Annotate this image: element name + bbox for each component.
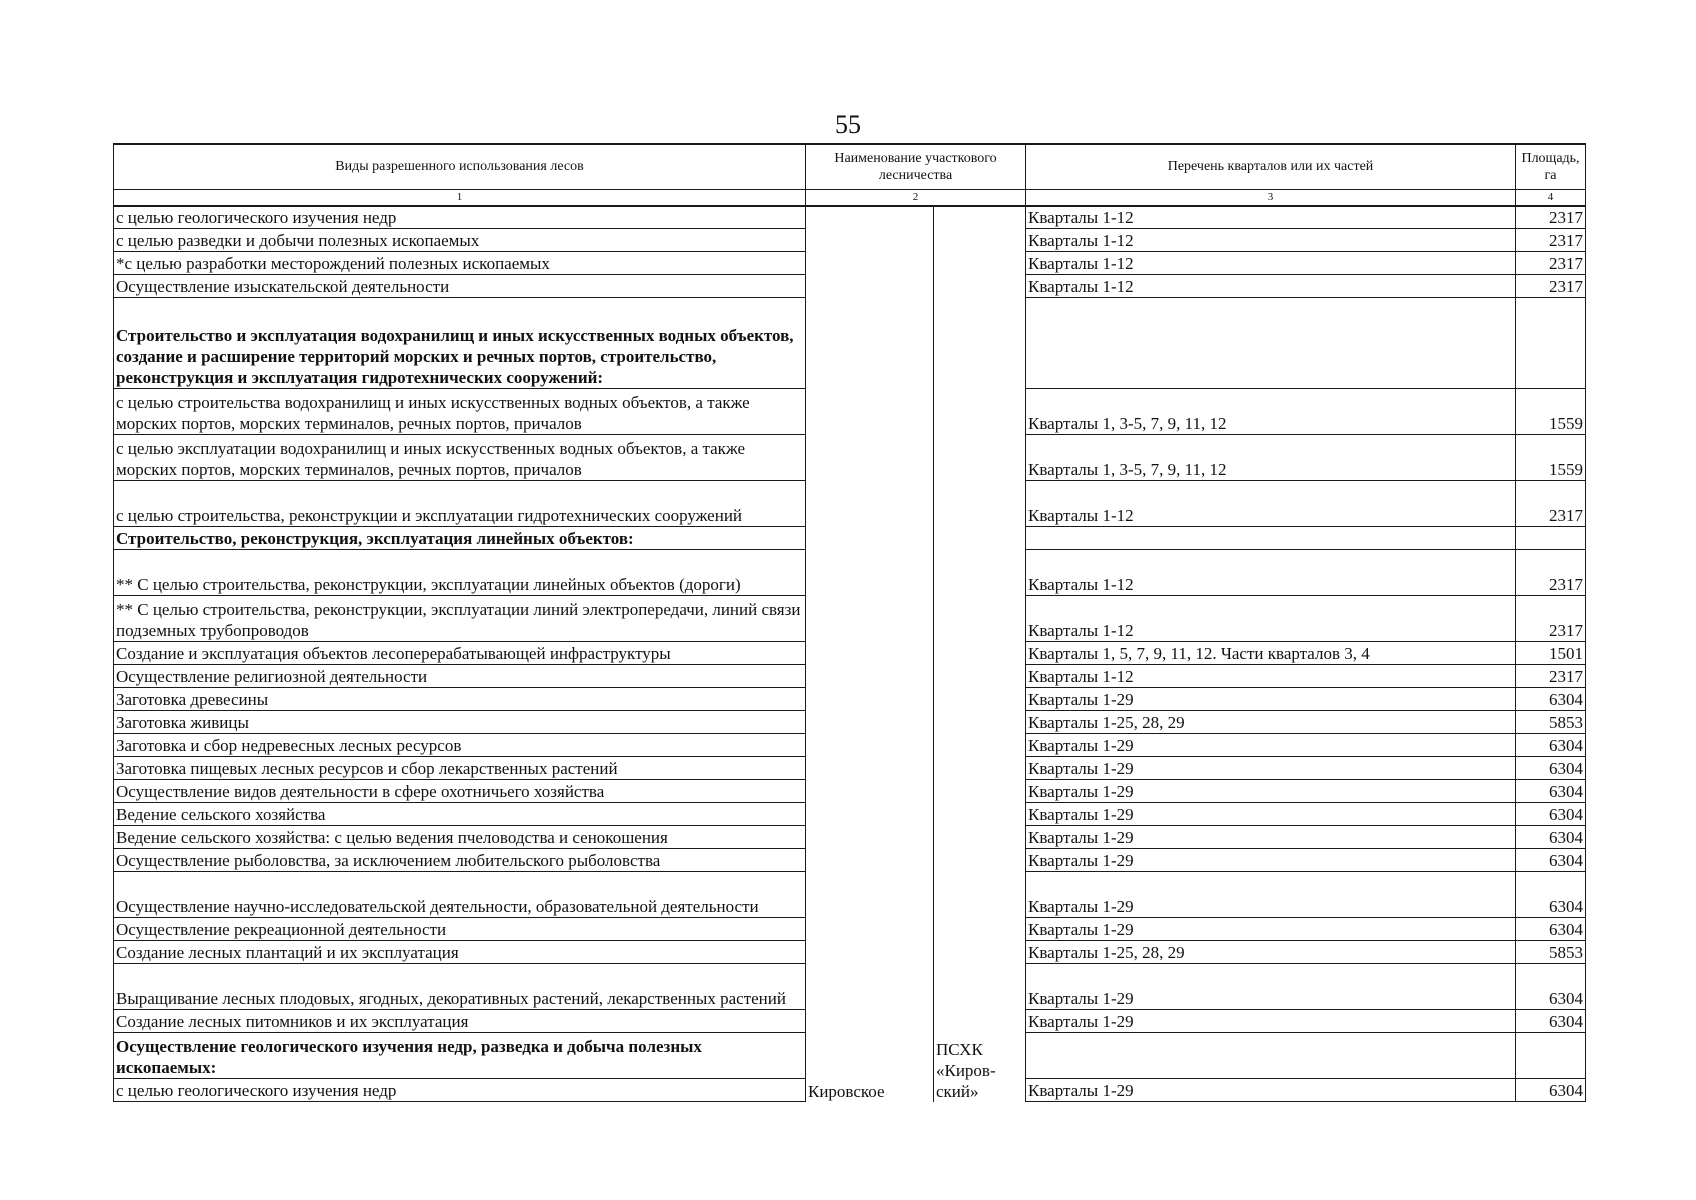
quarters-cell: Кварталы 1-12 bbox=[1026, 596, 1516, 642]
use-kind-cell: Заготовка живицы bbox=[114, 711, 806, 734]
area-cell: 6304 bbox=[1516, 780, 1586, 803]
use-kind-cell: Создание лесных плантаций и их эксплуатация bbox=[114, 941, 806, 964]
area-cell: 6304 bbox=[1516, 826, 1586, 849]
area-cell bbox=[1516, 298, 1586, 389]
use-kind-cell: с целью строительства водохранилищ и иных искусственных водных объектов, а также морских портов, морских терминалов, речных портов, причалов bbox=[114, 389, 806, 435]
area-cell: 6304 bbox=[1516, 734, 1586, 757]
area-cell: 1559 bbox=[1516, 435, 1586, 481]
column-number: 4 bbox=[1516, 189, 1586, 206]
use-kind-cell: с целью строительства, реконструкции и эксплуатации гидротехнических сооружений bbox=[114, 481, 806, 527]
column-number: 2 bbox=[806, 189, 1026, 206]
use-kind-cell: ** С целью строительства, реконструкции, эксплуатации линий электропередачи, линий связи подземных трубопроводов bbox=[114, 596, 806, 642]
area-cell: 6304 bbox=[1516, 1010, 1586, 1033]
use-kind-cell: Ведение сельского хозяйства: с целью ведения пчеловодства и сенокошения bbox=[114, 826, 806, 849]
quarters-cell: Кварталы 1-12 bbox=[1026, 665, 1516, 688]
area-cell: 2317 bbox=[1516, 229, 1586, 252]
page-number: 55 bbox=[835, 110, 861, 139]
quarters-cell: Кварталы 1-12 bbox=[1026, 206, 1516, 229]
use-kind-cell: *с целью разработки месторождений полезных ископаемых bbox=[114, 252, 806, 275]
use-kind-cell: Ведение сельского хозяйства bbox=[114, 803, 806, 826]
quarters-cell: Кварталы 1-29 bbox=[1026, 734, 1516, 757]
use-kind-cell: Заготовка и сбор недревесных лесных ресурсов bbox=[114, 734, 806, 757]
area-cell: 2317 bbox=[1516, 481, 1586, 527]
header-forestry: Наименование участкового лесничества bbox=[806, 144, 1026, 189]
quarters-cell: Кварталы 1-12 bbox=[1026, 252, 1516, 275]
use-kind-cell: Осуществление видов деятельности в сфере охотничьего хозяйства bbox=[114, 780, 806, 803]
area-cell: 2317 bbox=[1516, 206, 1586, 229]
quarters-cell: Кварталы 1, 3-5, 7, 9, 11, 12 bbox=[1026, 389, 1516, 435]
use-kind-cell: ** С целью строительства, реконструкции, эксплуатации линейных объектов (дороги) bbox=[114, 550, 806, 596]
quarters-cell bbox=[1026, 527, 1516, 550]
use-kind-cell: Осуществление геологического изучения недр, разведка и добыча полезных ископаемых: bbox=[114, 1033, 806, 1079]
quarters-cell: Кварталы 1-29 bbox=[1026, 964, 1516, 1010]
use-kind-cell: с целью эксплуатации водохранилищ и иных искусственных водных объектов, а также морских портов, морских терминалов, речных портов, причалов bbox=[114, 435, 806, 481]
use-kind-cell: Создание и эксплуатация объектов лесоперерабатывающей инфраструктуры bbox=[114, 642, 806, 665]
quarters-cell: Кварталы 1-29 bbox=[1026, 1079, 1516, 1102]
use-kind-cell: Создание лесных питомников и их эксплуатация bbox=[114, 1010, 806, 1033]
quarters-cell: Кварталы 1, 3-5, 7, 9, 11, 12 bbox=[1026, 435, 1516, 481]
area-cell: 2317 bbox=[1516, 252, 1586, 275]
table-row bbox=[114, 206, 1586, 229]
sub-forestry-name-cell: ПСХК «Киров-ский» bbox=[934, 206, 1026, 1102]
quarters-cell bbox=[1026, 298, 1516, 389]
quarters-cell: Кварталы 1-29 bbox=[1026, 780, 1516, 803]
use-kind-cell: Осуществление изыскательской деятельности bbox=[114, 275, 806, 298]
area-cell: 5853 bbox=[1516, 941, 1586, 964]
quarters-cell: Кварталы 1-12 bbox=[1026, 229, 1516, 252]
use-kind-cell: Выращивание лесных плодовых, ягодных, декоративных растений, лекарственных растений bbox=[114, 964, 806, 1010]
forestry-name-cell: Кировское bbox=[806, 206, 934, 1102]
quarters-cell: Кварталы 1-25, 28, 29 bbox=[1026, 941, 1516, 964]
area-cell: 6304 bbox=[1516, 849, 1586, 872]
area-cell: 6304 bbox=[1516, 688, 1586, 711]
area-cell: 2317 bbox=[1516, 275, 1586, 298]
area-cell: 1559 bbox=[1516, 389, 1586, 435]
use-kind-cell: Заготовка пищевых лесных ресурсов и сбор лекарственных растений bbox=[114, 757, 806, 780]
use-kind-cell: с целью геологического изучения недр bbox=[114, 1079, 806, 1102]
header-use-kinds: Виды разрешенного использования лесов bbox=[114, 144, 806, 189]
area-cell: 6304 bbox=[1516, 872, 1586, 918]
quarters-cell bbox=[1026, 1033, 1516, 1079]
area-cell: 2317 bbox=[1516, 596, 1586, 642]
area-cell bbox=[1516, 527, 1586, 550]
header-area: Площадь, га bbox=[1516, 144, 1586, 189]
area-cell: 2317 bbox=[1516, 550, 1586, 596]
quarters-cell: Кварталы 1-29 bbox=[1026, 849, 1516, 872]
area-cell: 6304 bbox=[1516, 964, 1586, 1010]
area-cell: 6304 bbox=[1516, 1079, 1586, 1102]
use-kind-cell: Осуществление рекреационной деятельности bbox=[114, 918, 806, 941]
use-kind-cell: Осуществление научно-исследовательской деятельности, образовательной деятельности bbox=[114, 872, 806, 918]
column-number: 1 bbox=[114, 189, 806, 206]
quarters-cell: Кварталы 1-12 bbox=[1026, 481, 1516, 527]
use-kind-cell: Строительство и эксплуатация водохранилищ и иных искусственных водных объектов, создание и расширение территорий морских и речных портов, строительство, реконструкция и эксплуатация гидротехнических сооружений: bbox=[114, 298, 806, 389]
quarters-cell: Кварталы 1-29 bbox=[1026, 803, 1516, 826]
area-cell bbox=[1516, 1033, 1586, 1079]
quarters-cell: Кварталы 1-25, 28, 29 bbox=[1026, 711, 1516, 734]
quarters-cell: Кварталы 1-12 bbox=[1026, 275, 1516, 298]
area-cell: 1501 bbox=[1516, 642, 1586, 665]
quarters-cell: Кварталы 1-12 bbox=[1026, 550, 1516, 596]
quarters-cell: Кварталы 1-29 bbox=[1026, 826, 1516, 849]
column-number: 3 bbox=[1026, 189, 1516, 206]
use-kind-cell: Осуществление рыболовства, за исключением любительского рыболовства bbox=[114, 849, 806, 872]
table-body bbox=[114, 206, 1586, 1102]
use-kind-cell: с целью геологического изучения недр bbox=[114, 206, 806, 229]
quarters-cell: Кварталы 1-29 bbox=[1026, 757, 1516, 780]
forest-use-table bbox=[113, 143, 1586, 1102]
area-cell: 6304 bbox=[1516, 757, 1586, 780]
area-cell: 2317 bbox=[1516, 665, 1586, 688]
area-cell: 6304 bbox=[1516, 918, 1586, 941]
quarters-cell: Кварталы 1-29 bbox=[1026, 918, 1516, 941]
quarters-cell: Кварталы 1, 5, 7, 9, 11, 12. Части кварталов 3, 4 bbox=[1026, 642, 1516, 665]
area-cell: 5853 bbox=[1516, 711, 1586, 734]
quarters-cell: Кварталы 1-29 bbox=[1026, 688, 1516, 711]
area-cell: 6304 bbox=[1516, 803, 1586, 826]
use-kind-cell: Осуществление религиозной деятельности bbox=[114, 665, 806, 688]
quarters-cell: Кварталы 1-29 bbox=[1026, 1010, 1516, 1033]
use-kind-cell: с целью разведки и добычи полезных ископаемых bbox=[114, 229, 806, 252]
use-kind-cell: Строительство, реконструкция, эксплуатация линейных объектов: bbox=[114, 527, 806, 550]
use-kind-cell: Заготовка древесины bbox=[114, 688, 806, 711]
quarters-cell: Кварталы 1-29 bbox=[1026, 872, 1516, 918]
header-quarters: Перечень кварталов или их частей bbox=[1026, 144, 1516, 189]
